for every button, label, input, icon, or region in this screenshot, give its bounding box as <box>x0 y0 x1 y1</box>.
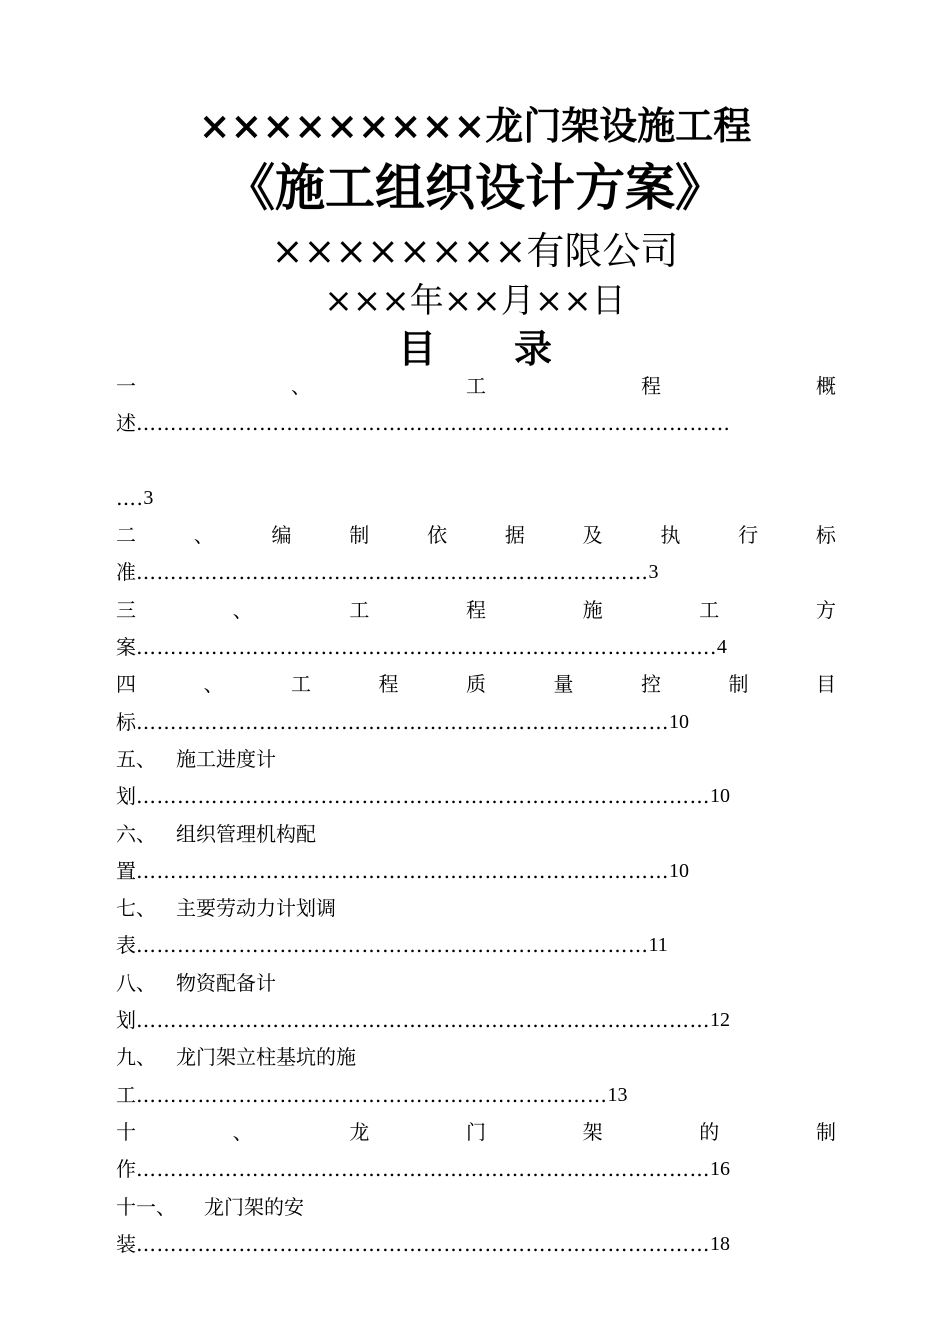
toc-entry-title-end: 置 <box>116 858 136 883</box>
toc-entry-title-end: 划 <box>116 784 136 809</box>
toc-entry-leader-continuation <box>116 480 836 517</box>
toc-page-number: 4 <box>716 636 727 659</box>
toc-entry-leader-line <box>116 1002 836 1039</box>
toc-entry-title-char: 控 <box>641 672 661 697</box>
toc-entry-leader-line <box>116 704 836 741</box>
toc-page-number: 10 <box>710 785 730 808</box>
toc-entry-title-char: 、 <box>291 374 311 398</box>
toc-entry-title-char: 、 <box>203 672 224 697</box>
toc-dot-leader: ………………………………………………………………………… <box>136 1008 710 1033</box>
toc-entry[interactable] <box>116 741 836 816</box>
toc-page-number: 3 <box>648 561 659 584</box>
toc-entry-leader-line <box>116 629 836 666</box>
toc-entry-title-char: 施 <box>582 597 603 622</box>
toc-entry[interactable] <box>116 890 836 965</box>
document-date: ×××年××月××日 <box>324 281 626 321</box>
toc-entry-title-char: 、 <box>232 1119 253 1144</box>
toc-entry-title-char: 工 <box>349 597 370 622</box>
toc-entry-title-line <box>116 741 836 778</box>
toc-entry-title-char: 行 <box>738 523 759 548</box>
toc-entry-title-end: 工 <box>116 1082 136 1107</box>
toc-entry[interactable] <box>116 517 836 592</box>
toc-entry-title: 主要劳动力计划调 <box>176 896 336 921</box>
toc-entry-leader-line <box>116 1151 836 1188</box>
toc-entry-title-char: 制 <box>349 523 370 548</box>
toc-entry-title-end: 案 <box>116 635 136 660</box>
toc-entry-title-char: 架 <box>582 1119 603 1144</box>
toc-entry-title-char: 依 <box>427 523 448 548</box>
toc-entry-title-end: 准 <box>116 560 136 585</box>
toc-entry-number: 七、 <box>116 896 156 921</box>
toc-entry-title: 龙门架的安 <box>204 1194 304 1219</box>
toc-entry-number: 十一、 <box>116 1194 176 1219</box>
toc-entry-title-char: 工 <box>466 374 486 398</box>
toc-entry-title-char: 门 <box>465 1119 486 1144</box>
toc-entry-leader-line <box>116 853 836 890</box>
toc-entry-title-line <box>116 1114 836 1151</box>
toc-entry-title-end: 述 <box>116 411 136 436</box>
toc-page-number: 10 <box>669 859 689 882</box>
company-name: ××××××××有限公司 <box>271 229 679 273</box>
table-of-contents <box>116 368 836 1263</box>
toc-entry-title-end: 表 <box>116 933 136 958</box>
toc-entry-title-line <box>116 890 836 927</box>
project-title: ×××××××××龙门架设施工程 <box>198 103 752 148</box>
toc-dot-leader: …………………………………………………………… <box>136 1082 608 1107</box>
toc-entry-title-line <box>116 368 836 405</box>
toc-entry-title-char: 标 <box>815 523 836 548</box>
toc-entry-leader-line <box>116 1077 836 1114</box>
toc-entry-title-char: 程 <box>465 597 486 622</box>
toc-entry-title-end: 装 <box>116 1231 136 1256</box>
toc-entry-title-char: 程 <box>641 374 661 398</box>
toc-entry-title-char: 龙 <box>349 1119 370 1144</box>
toc-entry[interactable] <box>116 965 836 1040</box>
toc-dot-leader: ………………………………………………………………………… <box>136 1231 710 1256</box>
toc-entry-title-line <box>116 1039 836 1076</box>
toc-dot-leader: …………………………………………………………………… <box>136 709 669 734</box>
toc-entry-title-char: 程 <box>378 672 399 697</box>
toc-dot-leader: ………………………………………………………………… <box>136 560 649 585</box>
toc-page-number: 12 <box>710 1009 730 1032</box>
toc-entry-title-char: 编 <box>271 523 292 548</box>
toc-entry[interactable] <box>116 368 836 517</box>
toc-entry[interactable] <box>116 1189 836 1264</box>
toc-entry-title-char: 四 <box>116 672 136 697</box>
toc-page-number: 18 <box>710 1232 730 1255</box>
toc-entry-title-char: 概 <box>816 374 836 398</box>
toc-page-number: 3 <box>143 486 154 509</box>
toc-entry-title-end: 标 <box>116 709 136 734</box>
toc-entry-title-char: 及 <box>582 523 603 548</box>
toc-entry-number: 九、 <box>116 1045 156 1070</box>
toc-entry-title-end: 作 <box>116 1157 136 1182</box>
toc-entry-title-char: 目 <box>816 672 836 697</box>
toc-entry-title-char: 方 <box>815 597 836 622</box>
toc-entry-title-char: 工 <box>699 597 720 622</box>
toc-dot-leader: ………………………………………………………………………… <box>136 784 710 809</box>
toc-entry-title-char: 据 <box>504 523 525 548</box>
toc-entry-title-line <box>116 965 836 1002</box>
toc-entry-title: 施工进度计 <box>176 746 276 771</box>
toc-entry[interactable] <box>116 1039 836 1114</box>
toc-entry-title-char: 一 <box>116 374 136 398</box>
toc-entry-title-char: 的 <box>699 1119 720 1144</box>
toc-page-number: 16 <box>710 1158 730 1181</box>
toc-dot-leader: …………………………………………………………………………. <box>136 635 717 660</box>
document-title: 《施工组织设计方案》 <box>225 158 725 217</box>
toc-page-number: 11 <box>648 934 668 957</box>
toc-entry-title-char: 、 <box>193 523 214 548</box>
toc-entry-title-char: 十 <box>116 1119 136 1144</box>
toc-entry-title-char: 三 <box>116 597 136 622</box>
toc-entry-title-line <box>116 1189 836 1226</box>
toc-entry-title-end: 划 <box>116 1008 136 1033</box>
toc-entry-title-char: 、 <box>232 597 253 622</box>
toc-entry-title: 组织管理机构配 <box>176 821 316 846</box>
toc-entry-title-line <box>116 666 836 703</box>
toc-entry-title-char: 制 <box>815 1119 836 1144</box>
toc-entry-title-char: 执 <box>660 523 681 548</box>
toc-entry[interactable] <box>116 592 836 667</box>
toc-entry-title-char: 二 <box>116 523 136 548</box>
toc-entry[interactable] <box>116 666 836 741</box>
toc-entry-title-line <box>116 592 836 629</box>
toc-entry-title-line <box>116 517 836 554</box>
toc-entry-title: 龙门架立柱基坑的施 <box>176 1045 356 1070</box>
toc-entry-leader-line <box>116 405 836 442</box>
toc-entry-leader-line <box>116 778 836 815</box>
toc-entry-title-line <box>116 816 836 853</box>
toc-entry-number: 六、 <box>116 821 156 846</box>
toc-heading-char: 录 <box>514 326 553 371</box>
toc-dot-leader: ………………………………………………………………………… <box>136 1157 710 1182</box>
toc-page-number: 13 <box>607 1083 628 1106</box>
toc-entry-title-char: 制 <box>728 672 749 697</box>
toc-entry-title-char: 工 <box>291 672 311 697</box>
toc-dot-leader: …………………………………………………………………………… <box>136 411 731 436</box>
toc-dot-leader: …. <box>116 485 144 510</box>
toc-entry-leader-line <box>116 1226 836 1263</box>
toc-heading-char: 目 <box>397 326 436 371</box>
toc-dot-leader: ………………………………………………………………… <box>136 933 649 958</box>
toc-page-number: 10 <box>669 710 689 733</box>
toc-entry-title-char: 量 <box>553 672 574 697</box>
toc-entry-number: 八、 <box>116 970 156 995</box>
toc-entry-number: 五、 <box>116 746 156 771</box>
toc-entry-title-char: 质 <box>466 672 486 697</box>
toc-entry[interactable] <box>116 1114 836 1189</box>
toc-dot-leader: …………………………………………………………………… <box>136 858 669 883</box>
toc-entry-title: 物资配备计 <box>176 970 276 995</box>
toc-entry[interactable] <box>116 816 836 891</box>
toc-entry-leader-line <box>116 554 836 591</box>
toc-entry-leader-line <box>116 927 836 964</box>
